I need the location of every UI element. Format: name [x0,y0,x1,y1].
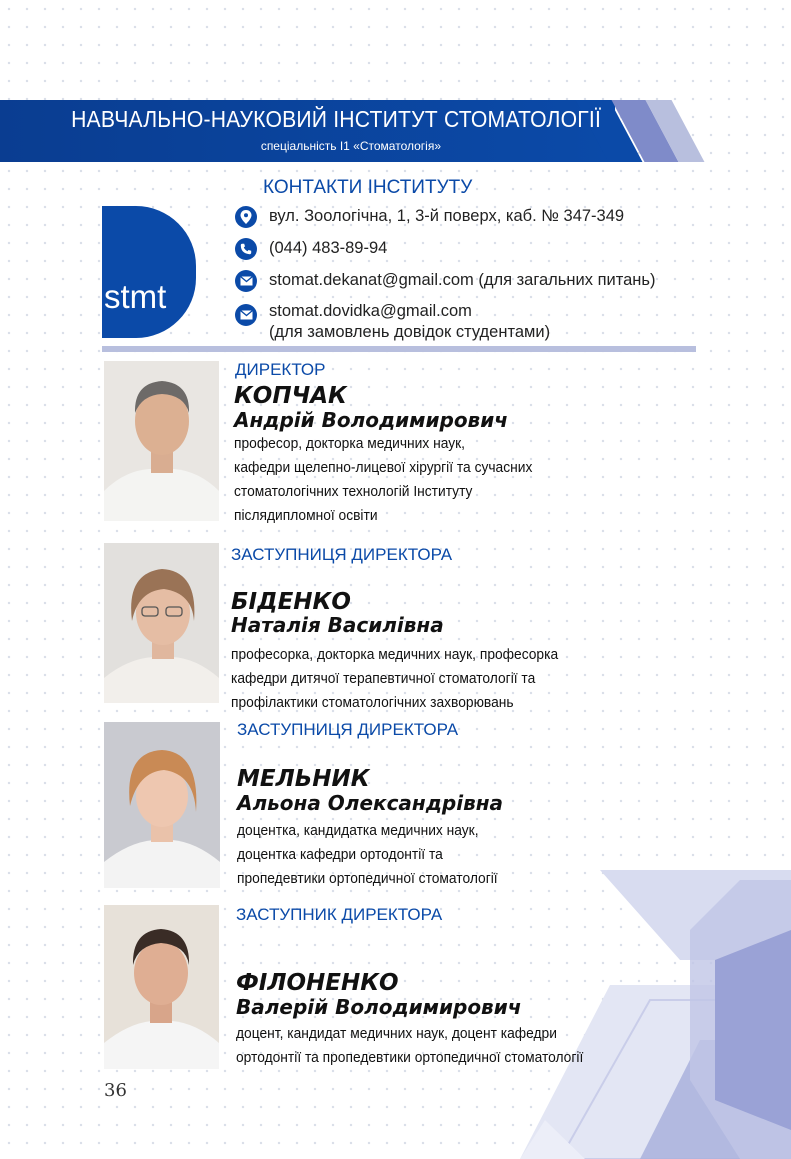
envelope-icon [235,304,257,326]
portrait-photo [104,543,219,703]
location-pin-icon [235,206,257,228]
person-role: ЗАСТУПНИЦЯ ДИРЕКТОРА [231,545,453,564]
email-general-row [235,270,655,292]
person-given-name: Андрій Володимирович [234,408,508,432]
person-given-name: Наталія Василівна [231,613,444,637]
portrait-photo [104,361,219,521]
institute-logo [102,206,196,338]
phone-icon [235,238,257,260]
email-certificates-text: stomat.dovidka@gmail.com [269,302,472,320]
address-row [235,206,624,228]
person-role: ЗАСТУПНИЦЯ ДИРЕКТОРА [237,720,459,739]
person-surname: МЕЛЬНИК [237,766,370,792]
person-description: професорка, докторка медичних наук, професорка кафедри дитячої терапевтичної стоматології та профілактики стоматологічних захворювань [231,646,559,711]
phone-text: (044) 483-89-94 [269,239,388,257]
email-certificates-row [235,301,550,343]
header-subtitle: спеціальність І1 «Стоматологія» [260,139,441,153]
logo-text: stmt [104,278,167,315]
person-surname: ФІЛОНЕНКО [236,970,399,996]
section-divider [102,346,696,352]
person-description: доцентка, кандидатка медичних наук, доцентка кафедри ортодонтії та пропедевтики ортопедичної стоматології [237,822,498,887]
person-surname: БІДЕНКО [231,589,351,615]
phone-row [235,238,387,260]
email-general-text: stomat.dekanat@gmail.com (для загальних питань) [269,271,656,289]
person-description: професор, докторка медичних наук, кафедри щелепно-лицевої хірургії та сучасних стоматологічних технологій Інституту післядипломної освіти [234,435,533,524]
person-surname: КОПЧАК [234,383,347,409]
header-title: НАВЧАЛЬНО-НАУКОВИЙ ІНСТИТУТ СТОМАТОЛОГІЇ [71,106,601,132]
person-description: доцент, кандидат медичних наук, доцент кафедри ортодонтії та пропедевтики ортопедичної стоматології [236,1025,584,1066]
envelope-icon [235,270,257,292]
person-given-name: Валерій Володимирович [236,995,522,1019]
page-number: 36 [104,1080,127,1101]
contacts-title: КОНТАКТИ ІНСТИТУТУ [263,177,473,198]
portrait-photo [104,722,220,888]
person-role: ЗАСТУПНИК ДИРЕКТОРА [236,905,443,924]
email-certificates-note: (для замовлень довідок студентами) [269,323,551,341]
person-role: ДИРЕКТОР [235,360,326,379]
portrait-photo [104,905,219,1069]
person-given-name: Альона Олександрівна [237,791,504,815]
address-text: вул. Зоологічна, 1, 3-й поверх, каб. № 347-349 [269,207,625,225]
